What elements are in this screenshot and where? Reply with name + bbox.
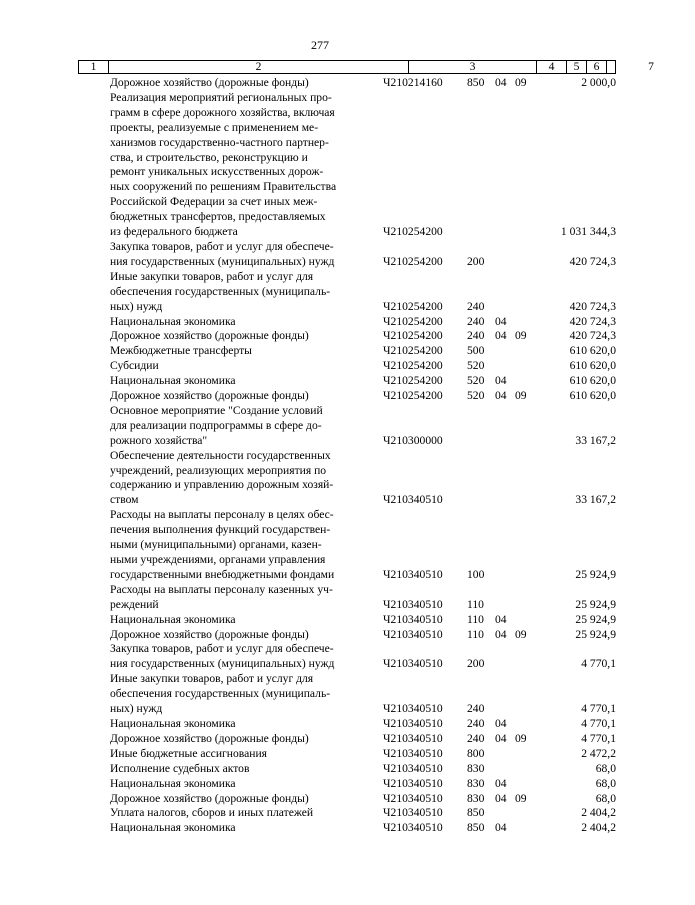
row-expense-type: 240 [467, 299, 485, 313]
table-row [78, 374, 616, 389]
row-expense-type: 240 [467, 702, 485, 716]
row-name-line: ных сооружений по решениям Правительства [110, 180, 337, 194]
table-row [78, 821, 616, 836]
row-amount: 4 770,1 [581, 657, 616, 671]
row-amount: 68,0 [595, 791, 616, 805]
row-expense-type: 830 [467, 791, 485, 805]
row-code: Ч210254200 [383, 254, 443, 268]
row-name-line: ния государственных (муниципальных) нужд [110, 657, 335, 671]
row-name-line: содержанию и управлению дорожным хозяй- [110, 478, 334, 492]
row-section: 04 [495, 314, 507, 328]
row-name-line: Дорожное хозяйство (дорожные фонды) [110, 76, 309, 89]
row-expense-type: 110 [467, 612, 484, 626]
header-col-4: 4 [537, 61, 567, 73]
row-name [110, 642, 372, 672]
row-code: Ч210340510 [383, 761, 443, 775]
row-name [110, 792, 372, 807]
row-expense-type: 520 [467, 389, 485, 403]
row-section: 04 [495, 627, 507, 641]
table-row [78, 91, 616, 240]
table-row [78, 717, 616, 732]
row-code: Ч210300000 [383, 433, 443, 447]
row-name-line: Национальная экономика [110, 314, 236, 328]
row-expense-type: 200 [467, 254, 485, 268]
row-amount: 68,0 [595, 761, 616, 775]
row-name-line: Иные бюджетные ассигнования [110, 746, 267, 760]
row-name-line: ных) нужд [110, 702, 163, 716]
row-expense-type: 240 [467, 329, 485, 343]
table-row [78, 344, 616, 359]
row-name-line: ными учреждениями, органами управления [110, 553, 326, 566]
row-amount: 2 472,2 [581, 746, 616, 760]
row-code: Ч210340510 [383, 821, 443, 835]
row-name-line: Дорожное хозяйство (дорожные фонды) [110, 329, 309, 343]
row-code: Ч210254200 [383, 344, 443, 358]
row-code: Ч210340510 [383, 612, 443, 626]
row-expense-type: 240 [467, 314, 485, 328]
row-amount: 33 167,2 [575, 493, 616, 507]
row-name-line: Субсидии [110, 359, 159, 373]
row-section: 04 [495, 389, 507, 403]
row-code: Ч210254200 [383, 374, 443, 388]
row-name-line: ства, и строительство, реконструкцию и [110, 150, 308, 164]
row-code: Ч210340510 [383, 716, 443, 730]
row-section: 04 [495, 791, 507, 805]
row-name-line: Национальная экономика [110, 612, 236, 626]
table-row [78, 240, 616, 270]
row-expense-type: 520 [467, 374, 485, 388]
row-subsection: 09 [515, 731, 527, 745]
row-name [110, 777, 372, 792]
row-section: 04 [495, 716, 507, 730]
row-name-line: государственными внебюджетными фондами [110, 567, 335, 581]
row-section: 04 [495, 612, 507, 626]
row-name-line: Национальная экономика [110, 716, 236, 730]
row-expense-type: 830 [467, 776, 485, 790]
row-name-line: Закупка товаров, работ и услуг для обеспече- [110, 239, 334, 253]
row-expense-type: 110 [467, 627, 484, 641]
row-name-line: ния государственных (муниципальных) нужд [110, 254, 335, 268]
table-row [78, 315, 616, 330]
table-row [78, 76, 616, 91]
row-name-line: Реализация мероприятий региональных про- [110, 90, 332, 104]
row-name-line: Обеспечение деятельности государственных [110, 448, 331, 462]
row-expense-type: 110 [467, 597, 484, 611]
row-expense-type: 850 [467, 821, 485, 835]
row-amount: 420 724,3 [569, 314, 616, 328]
row-amount: 68,0 [595, 776, 616, 790]
row-amount: 610 620,0 [569, 374, 616, 388]
row-name [110, 76, 372, 91]
row-name-line: Расходы на выплаты персоналу казенных уч- [110, 582, 333, 596]
table-header [78, 60, 654, 74]
row-expense-type: 200 [467, 657, 485, 671]
row-section: 04 [495, 329, 507, 343]
row-section: 04 [495, 374, 507, 388]
row-amount: 2 000,0 [581, 76, 616, 89]
row-name-line: Закупка товаров, работ и услуг для обеспече- [110, 642, 334, 656]
row-name-line: ремонт уникальных искусственных дорож- [110, 165, 324, 179]
row-expense-type: 830 [467, 761, 485, 775]
row-name-line: Дорожное хозяйство (дорожные фонды) [110, 627, 309, 641]
row-amount: 2 404,2 [581, 806, 616, 820]
row-amount: 25 924,9 [575, 597, 616, 611]
row-code: Ч210340510 [383, 806, 443, 820]
row-code: Ч210254200 [383, 329, 443, 343]
table-row [78, 777, 616, 792]
table-row [78, 672, 616, 717]
table-row [78, 389, 616, 404]
row-name-line: Национальная экономика [110, 776, 236, 790]
row-name-line: бюджетных трансфертов, предоставляемых [110, 210, 326, 224]
row-code: Ч210214160 [383, 76, 443, 89]
row-name-line: Расходы на выплаты персоналу в целях обес- [110, 508, 334, 522]
row-amount: 25 924,9 [575, 627, 616, 641]
row-name [110, 389, 372, 404]
row-name [110, 404, 372, 449]
row-name-line: Иные закупки товаров, работ и услуг для [110, 672, 314, 686]
row-code: Ч210254200 [383, 314, 443, 328]
row-name [110, 717, 372, 732]
row-amount: 420 724,3 [569, 329, 616, 343]
table-row [78, 747, 616, 762]
row-code: Ч210254200 [383, 359, 443, 373]
row-expense-type: 240 [467, 716, 485, 730]
row-code: Ч210340510 [383, 746, 443, 760]
header-col-1: 1 [79, 61, 109, 73]
row-code: Ч210340510 [383, 627, 443, 641]
row-amount: 2 404,2 [581, 821, 616, 835]
row-name [110, 449, 372, 509]
table-row [78, 359, 616, 374]
row-name-line: Российской Федерации за счет иных меж- [110, 195, 318, 209]
header-col-5: 5 [567, 61, 587, 73]
row-amount: 1 031 344,3 [560, 225, 616, 239]
row-amount: 4 770,1 [581, 716, 616, 730]
row-name-line: Исполнение судебных актов [110, 761, 250, 775]
row-name-line: реждений [110, 597, 159, 611]
row-name-line: Дорожное хозяйство (дорожные фонды) [110, 731, 309, 745]
header-col-3: 3 [409, 61, 537, 73]
row-name-line: из федерального бюджета [110, 225, 238, 239]
row-name-line: грамм в сфере дорожного хозяйства, включая [110, 105, 335, 119]
table-row [78, 762, 616, 777]
row-name-line: Национальная экономика [110, 821, 236, 835]
row-amount: 420 724,3 [569, 254, 616, 268]
row-code: Ч210340510 [383, 731, 443, 745]
row-name [110, 315, 372, 330]
row-name-line: Национальная экономика [110, 374, 236, 388]
row-code: Ч210340510 [383, 702, 443, 716]
row-section: 04 [495, 731, 507, 745]
row-name-line: обеспечения государственных (муниципаль- [110, 687, 331, 701]
row-name-line: для реализации подпрограммы в сфере до- [110, 418, 322, 432]
budget-table [78, 60, 654, 835]
row-name-line: ных) нужд [110, 299, 163, 313]
row-name [110, 613, 372, 628]
row-name-line: ством [110, 493, 139, 507]
row-name-line: ханизмов государственно-частного партнер- [110, 135, 329, 149]
row-subsection: 09 [515, 76, 527, 89]
row-name-line: учреждений, реализующих мероприятия по [110, 463, 327, 477]
row-name [110, 270, 372, 315]
row-name [110, 359, 372, 374]
row-code: Ч210340510 [383, 791, 443, 805]
row-name [110, 747, 372, 762]
table-row [78, 642, 616, 672]
row-expense-type: 800 [467, 746, 485, 760]
table-row [78, 508, 616, 583]
row-amount: 610 620,0 [569, 344, 616, 358]
row-name [110, 374, 372, 389]
row-section: 04 [495, 76, 507, 89]
row-name [110, 806, 372, 821]
table-row [78, 806, 616, 821]
table-row [78, 583, 616, 613]
row-subsection: 09 [515, 389, 527, 403]
row-name-line: Дорожное хозяйство (дорожные фонды) [110, 791, 309, 805]
row-name [110, 240, 372, 270]
row-name [110, 508, 372, 583]
row-name [110, 91, 372, 240]
row-name [110, 583, 372, 613]
row-amount: 420 724,3 [569, 299, 616, 313]
row-name-line: проекты, реализуемые с применением ме- [110, 120, 319, 134]
row-code: Ч210340510 [383, 597, 443, 611]
row-subsection: 09 [515, 791, 527, 805]
row-subsection: 09 [515, 329, 527, 343]
row-subsection: 09 [515, 627, 527, 641]
row-amount: 25 924,9 [575, 612, 616, 626]
row-expense-type: 500 [467, 344, 485, 358]
row-name-line: ными (муниципальными) органами, казен- [110, 538, 322, 552]
row-expense-type: 850 [467, 76, 485, 89]
row-name-line: Дорожное хозяйство (дорожные фонды) [110, 389, 309, 403]
page-number: 277 [311, 38, 329, 52]
table-row [78, 613, 616, 628]
header-col-2: 2 [109, 61, 409, 73]
table-row [78, 329, 616, 344]
row-code: Ч210254200 [383, 389, 443, 403]
row-section: 04 [495, 821, 507, 835]
row-expense-type: 240 [467, 731, 485, 745]
row-amount: 610 620,0 [569, 389, 616, 403]
row-name-line: печения выполнения функций государствен- [110, 523, 331, 537]
row-name [110, 732, 372, 747]
table-body [78, 76, 616, 836]
row-expense-type: 100 [467, 567, 485, 581]
row-name [110, 628, 372, 643]
row-name [110, 821, 372, 836]
row-name-line: обеспечения государственных (муниципаль- [110, 284, 331, 298]
row-code: Ч210340510 [383, 493, 443, 507]
row-name [110, 762, 372, 777]
row-expense-type: 520 [467, 359, 485, 373]
header-col-6: 6 [587, 61, 607, 73]
row-code: Ч210254200 [383, 225, 443, 239]
row-name-line: Уплата налогов, сборов и иных платежей [110, 806, 314, 820]
row-name-line: рожного хозяйства" [110, 433, 208, 447]
row-amount: 4 770,1 [581, 702, 616, 716]
table-row [78, 404, 616, 449]
header-col-7: 7 [648, 60, 654, 73]
row-code: Ч210254200 [383, 299, 443, 313]
row-name-line: Иные закупки товаров, работ и услуг для [110, 269, 314, 283]
row-code: Ч210340510 [383, 567, 443, 581]
row-expense-type: 850 [467, 806, 485, 820]
row-amount: 610 620,0 [569, 359, 616, 373]
row-amount: 33 167,2 [575, 433, 616, 447]
row-name [110, 329, 372, 344]
row-name-line: Межбюджетные трансферты [110, 344, 252, 358]
table-row [78, 732, 616, 747]
table-row [78, 628, 616, 643]
row-code: Ч210340510 [383, 657, 443, 671]
table-row [78, 449, 616, 509]
row-name [110, 672, 372, 717]
table-row [78, 792, 616, 807]
row-section: 04 [495, 776, 507, 790]
table-row [78, 270, 616, 315]
row-code: Ч210340510 [383, 776, 443, 790]
row-name [110, 344, 372, 359]
row-amount: 4 770,1 [581, 731, 616, 745]
row-name-line: Основное мероприятие "Создание условий [110, 403, 323, 417]
row-amount: 25 924,9 [575, 567, 616, 581]
